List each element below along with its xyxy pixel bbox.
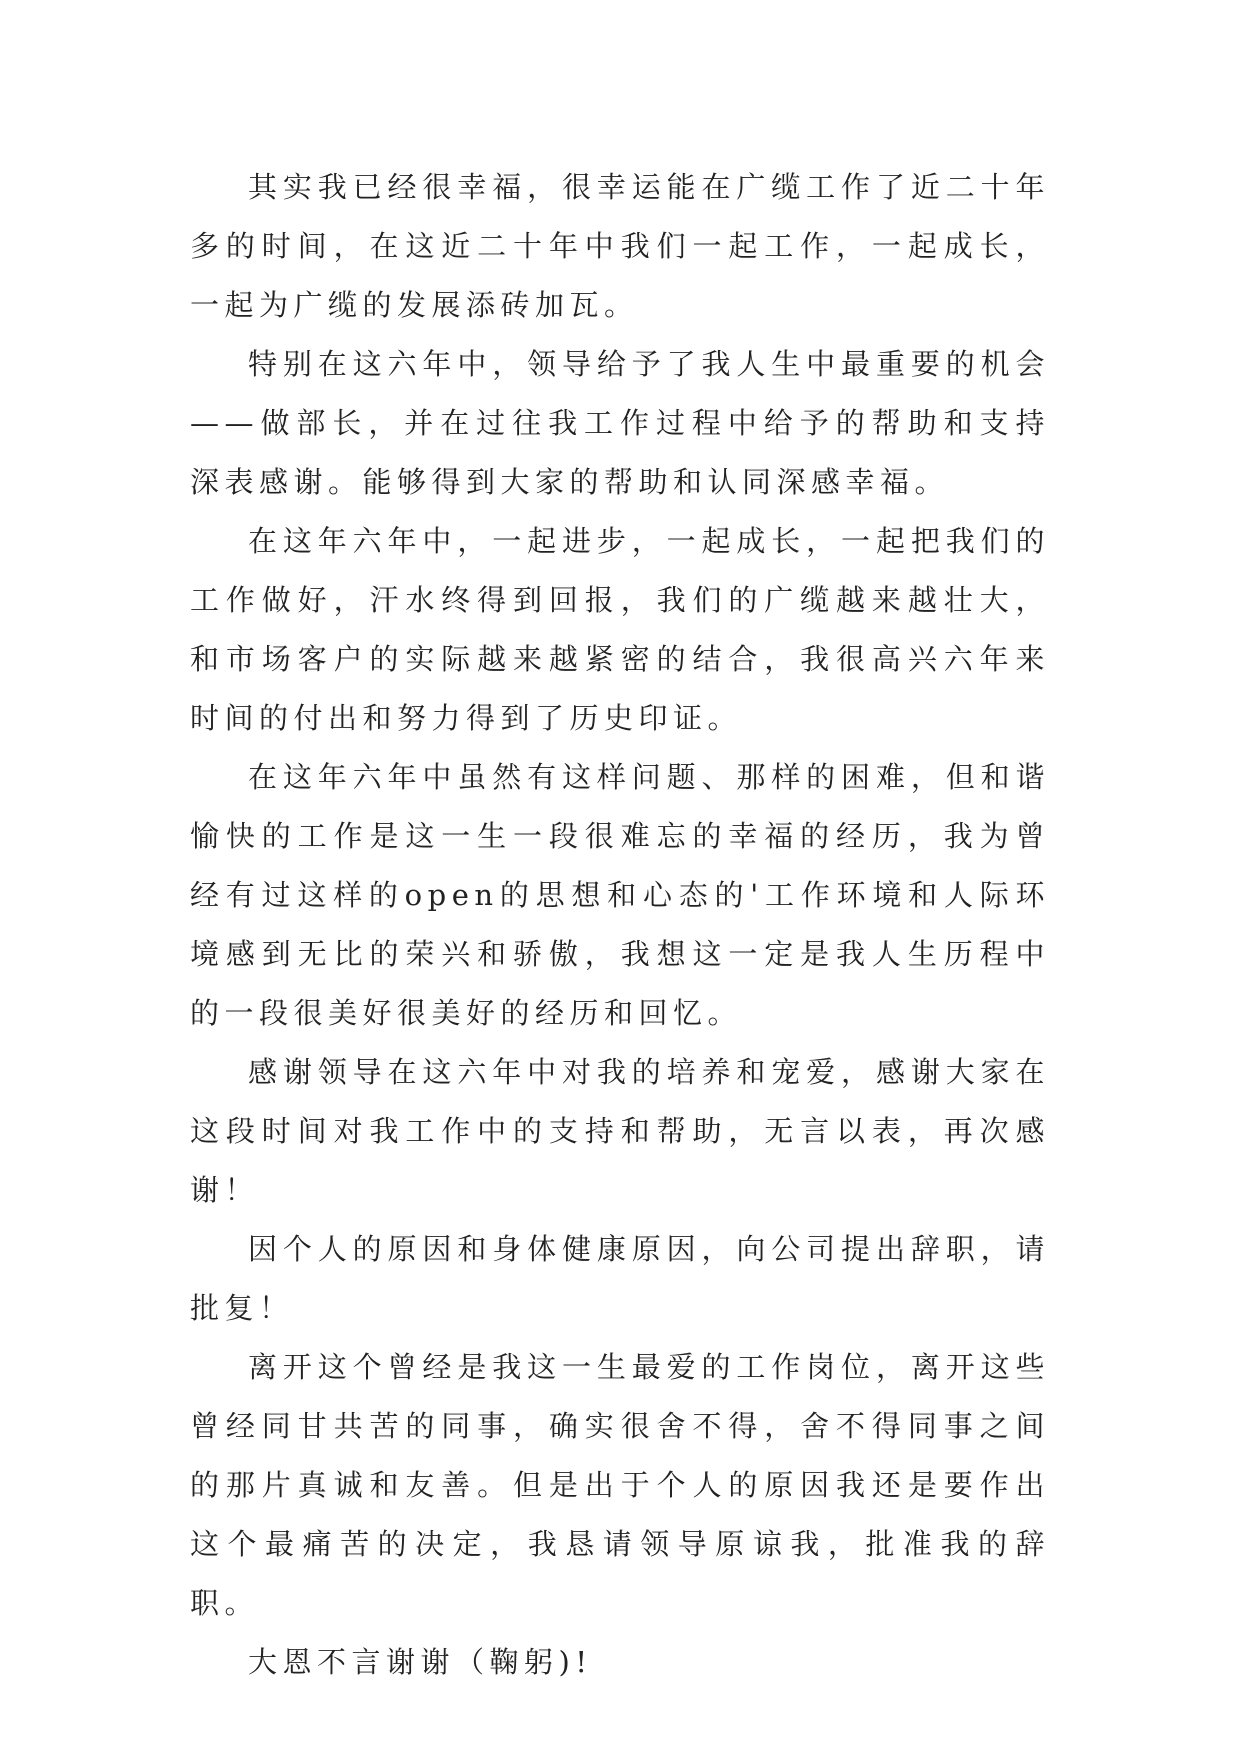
paragraph: 在这年六年中虽然有这样问题、那样的困难，但和谐愉快的工作是这一生一段很难忘的幸福的经历，我为曾经有过这样的open的思想和心态的'工作环境和人际环境感到无比的荣兴和骄傲，我想这一定是我人生历程中的一段很美好很美好的经历和回忆。 (190, 760, 1050, 1030)
paragraph: 离开这个曾经是我这一生最爱的工作岗位，离开这些曾经同甘共苦的同事，确实很舍不得，舍不得同事之间的那片真诚和友善。但是出于个人的原因我还是要作出这个最痛苦的决定，我恳请领导原谅我，批准我的辞职。 (190, 1350, 1050, 1620)
paragraph: 特别在这六年中，领导给予了我人生中最重要的机会——做部长，并在过往我工作过程中给予的帮助和支持深表感谢。能够得到大家的帮助和认同深感幸福。 (190, 347, 1050, 499)
paragraph: 因个人的原因和身体健康原因，向公司提出辞职，请批复！ (190, 1232, 1050, 1325)
paragraph: 大恩不言谢谢（鞠躬)! (248, 1645, 593, 1679)
paragraph: 其实我已经很幸福，很幸运能在广缆工作了近二十年多的时间，在这近二十年中我们一起工作，一起成长，一起为广缆的发展添砖加瓦。 (190, 170, 1050, 322)
document-body (190, 158, 1050, 1692)
paragraph: 感谢领导在这六年中对我的培养和宠爱，感谢大家在这段时间对我工作中的支持和帮助，无言以表，再次感谢！ (190, 1055, 1050, 1207)
paragraph: 在这年六年中，一起进步，一起成长，一起把我们的工作做好，汗水终得到回报，我们的广缆越来越壮大，和市场客户的实际越来越紧密的结合，我很高兴六年来时间的付出和努力得到了历史印证。 (190, 524, 1050, 735)
